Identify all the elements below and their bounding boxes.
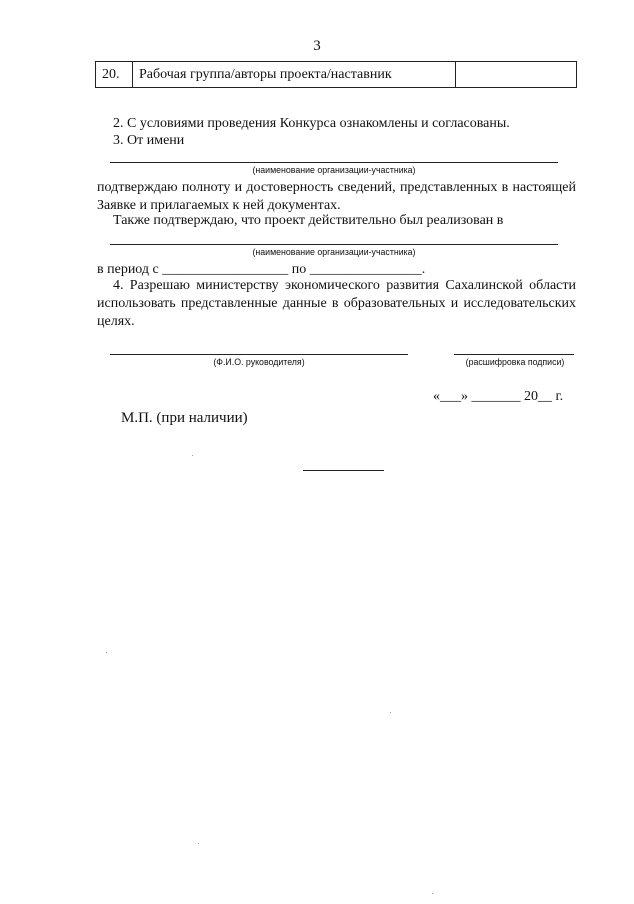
application-table xyxy=(95,61,577,88)
head-signature-line xyxy=(110,354,408,355)
seal-note: М.П. (при наличии) xyxy=(121,410,248,426)
scan-speck xyxy=(390,712,391,713)
org-name-caption-2: (наименование организации-участника) xyxy=(252,247,416,257)
head-name-caption: (Ф.И.О. руководителя) xyxy=(213,357,305,367)
row-number: 20. xyxy=(96,62,133,88)
clause-3: 3. От имени xyxy=(113,133,185,148)
end-divider xyxy=(303,470,384,471)
page-number: 3 xyxy=(313,38,321,54)
period-line xyxy=(97,261,425,278)
scan-speck xyxy=(432,893,433,894)
period-end: . xyxy=(421,262,426,277)
period-middle: по xyxy=(291,262,307,277)
table-row xyxy=(96,62,577,88)
signature-decode-line xyxy=(454,354,574,355)
row-label: Рабочая группа/авторы проекта/наставник xyxy=(133,62,456,88)
scan-speck xyxy=(106,652,107,653)
signature-decode-caption: (расшифровка подписи) xyxy=(465,357,565,367)
org-name-caption-1: (наименование организации-участника) xyxy=(252,165,416,175)
scan-speck xyxy=(192,455,193,456)
row-value xyxy=(456,62,577,88)
org-name-line-1 xyxy=(110,162,558,163)
scan-speck xyxy=(198,843,199,844)
also-confirm-text: Также подтверждаю, что проект действительно был реализован в xyxy=(113,213,504,228)
date-line: «___» _______ 20__ г. xyxy=(433,389,564,404)
period-from-blank: __________________ xyxy=(162,262,289,277)
clause-2: 2. С условиями проведения Конкурса ознакомлены и согласованы. xyxy=(113,116,510,131)
org-name-line-2 xyxy=(110,244,558,245)
confirmation-paragraph: подтверждаю полноту и достоверность сведений, представленных в настоящей Заявке и прилагаемых к ней документах. xyxy=(97,180,576,213)
period-to-blank: ________________ xyxy=(309,262,422,277)
period-prefix: в период с xyxy=(97,262,159,277)
clause-4: 4. Разрешаю министерству экономического развития Сахалинской области использовать представленные данные в образовательных и исследовательских целях. xyxy=(97,278,576,329)
